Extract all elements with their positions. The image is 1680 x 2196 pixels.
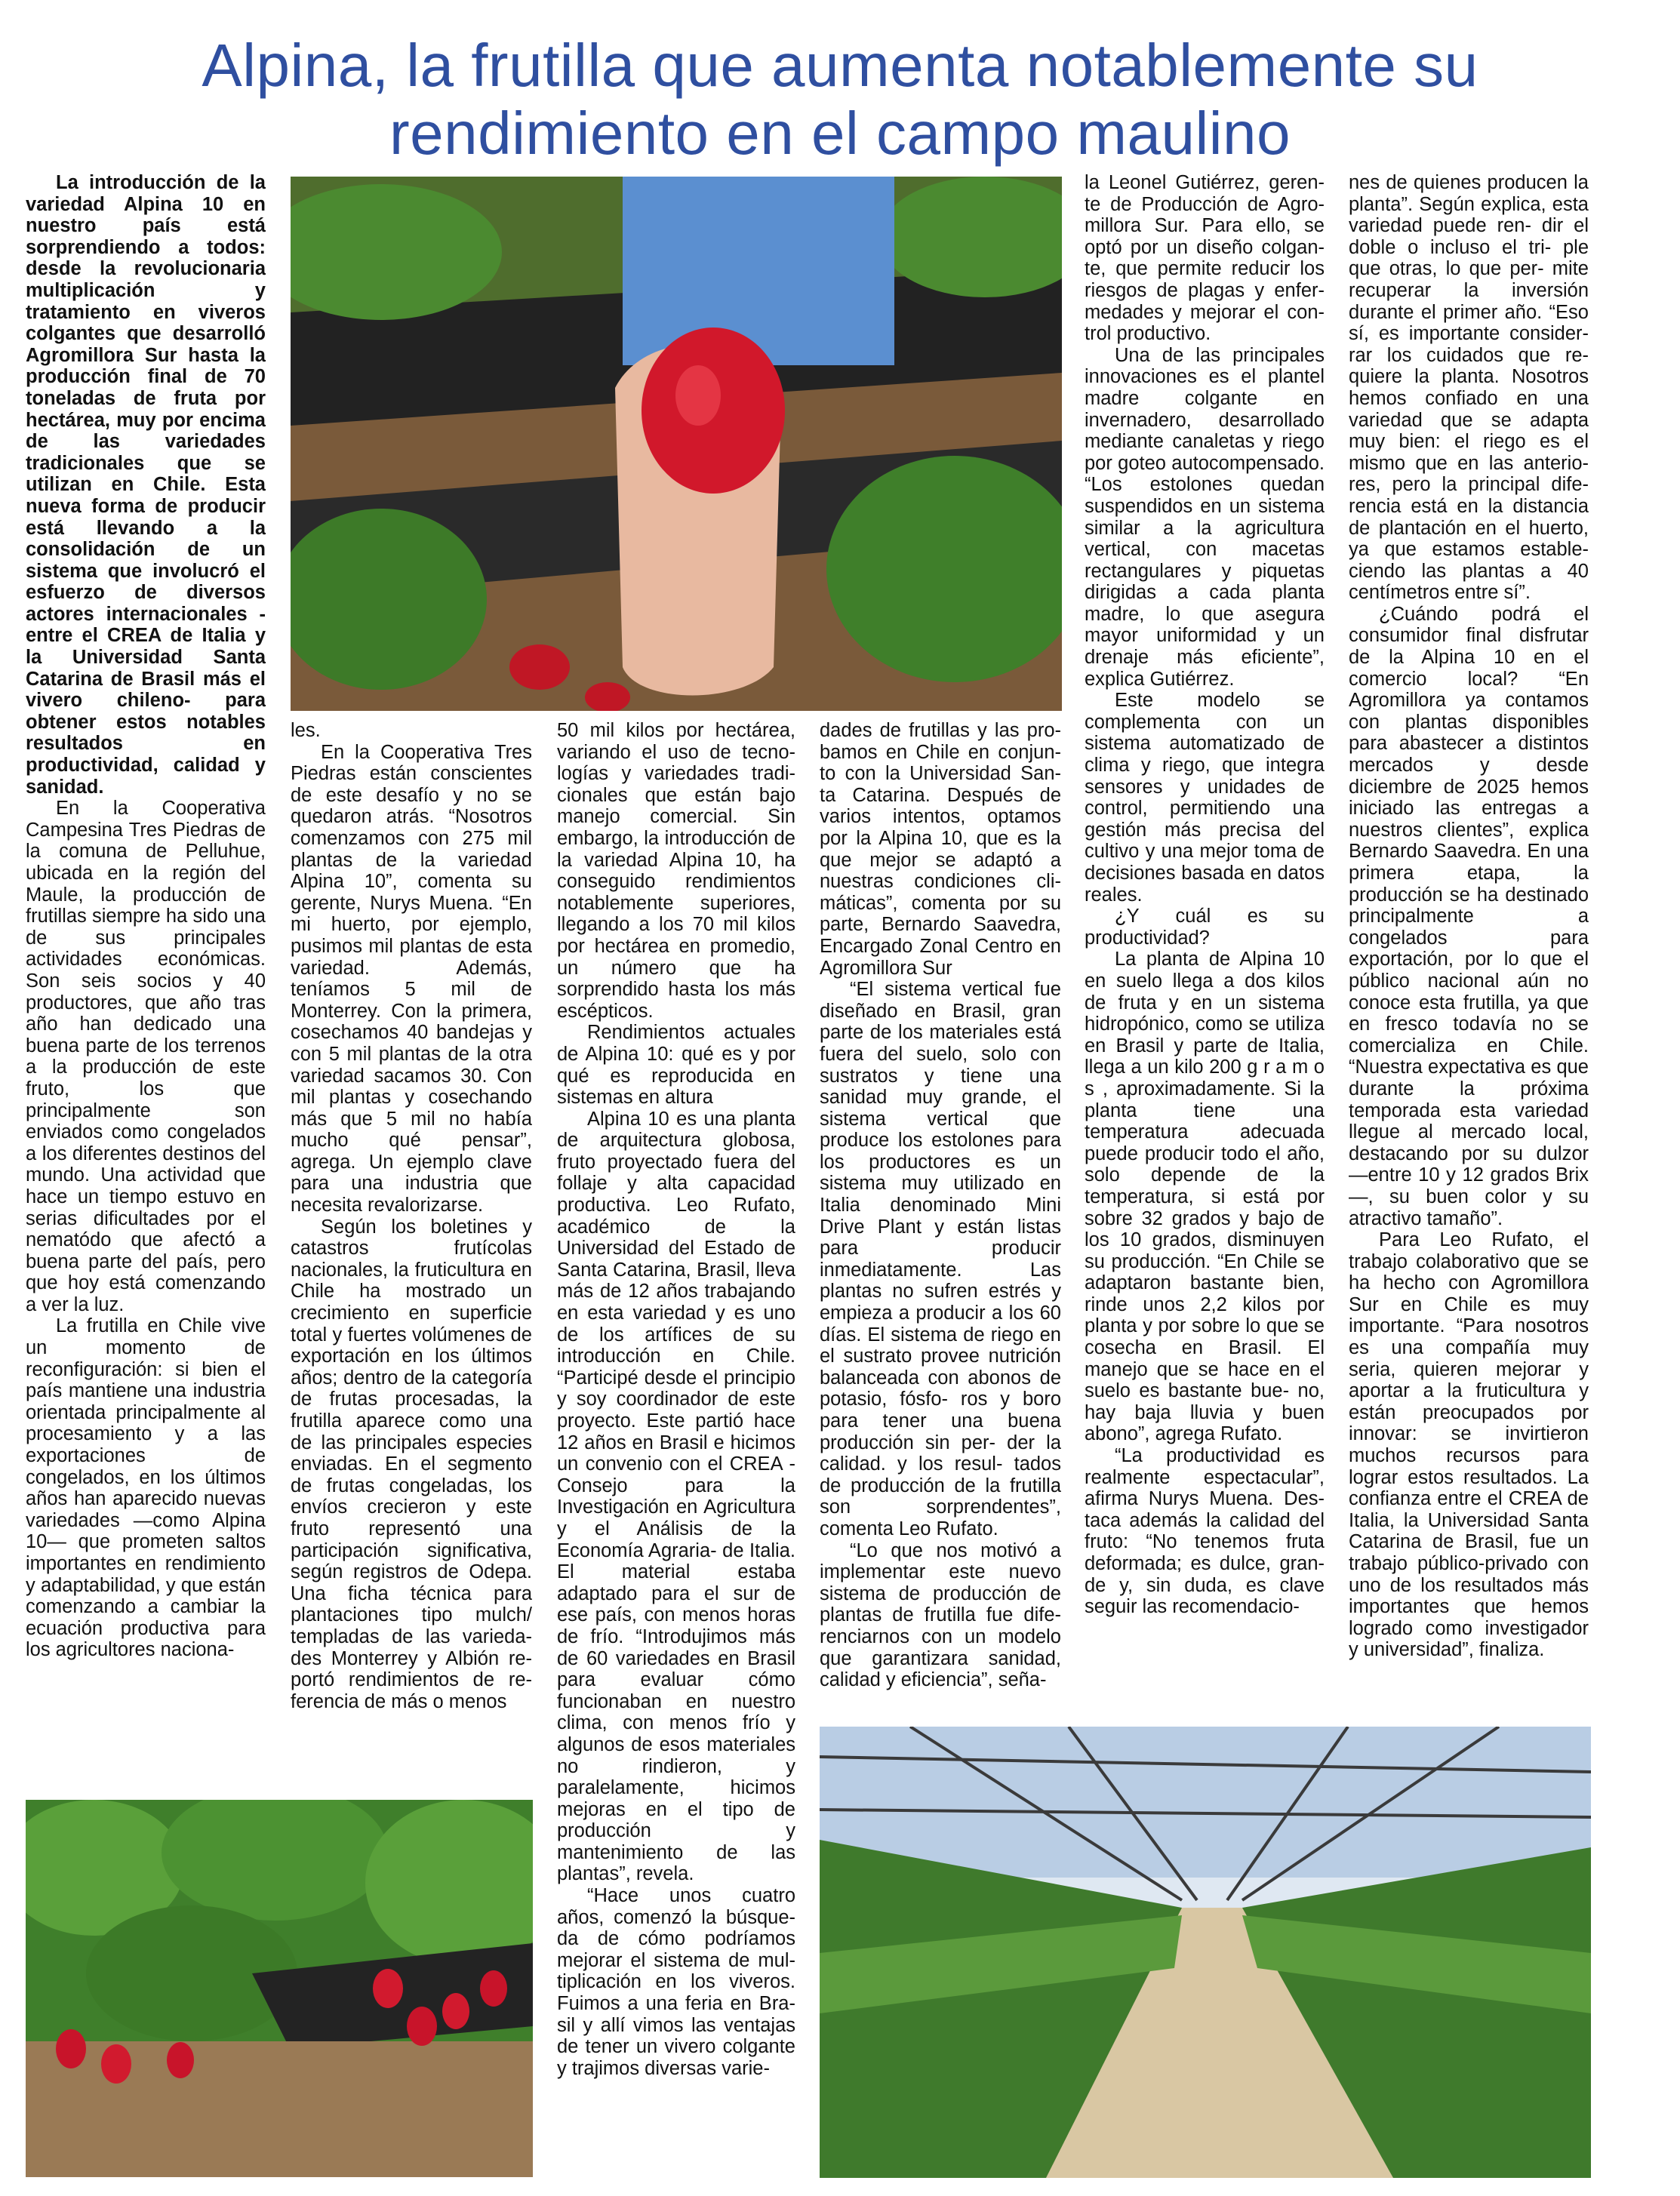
headline xyxy=(30,32,1650,168)
body-paragraph: Según los boletines y catastros frutícolas nacionales, la fruticultura en Chile ha mostrado un crecimiento en superficie total y fuertes volúmenes de exportación en los últimos años; dentro de la categoría de frutas procesadas, la frutilla aparece como una de las principales especies enviadas. En el segmento de frutas congeladas, los envíos crecieron y este fruto representó una participación significativa, según registros de Odepa. Una ficha técnica para plantaciones tipo mulch/ templadas de las varieda- des Monterrey y Albión re- portó rendimientos de re- ferencia de más o menos xyxy=(291,1216,532,1712)
body-paragraph: nes de quienes producen la planta”. Según explica, esta variedad puede ren- dir el doble o incluso el tri- ple que otras, lo que per- mite recuperar la inversión durante el primer año. “Eso sí, es importante consider- rar los cuidados que re- quiere la planta. Nosotros hemos confiado en una variedad que se adapta muy bien: el riego es el mismo que en las anterio- res, pero la principal dife- rencia está en la distancia de plantación en el huerto, ya que estamos estable- ciendo las plantas a 40 centímetros entre sí”. xyxy=(1349,172,1589,604)
photo-strawberry-plants xyxy=(26,1800,533,2177)
hand-strawberry-image xyxy=(291,177,1062,711)
body-paragraph: “Lo que nos motivó a implementar este nuevo sistema de producción de plantas de frutilla fue dife- renciarnos con un modelo que garantizara sanidad, calidad y eficiencia”, seña- xyxy=(820,1539,1061,1691)
column-2 xyxy=(291,720,532,1799)
body-paragraph: “El sistema vertical fue diseñado en Brasil, gran parte de los materiales está fuera del suelo, solo con sustratos y tiene una sanidad muy grande, el sistema vertical que produce los estolones para los productores es un sistema muy utilizado en Italia denominado Mini Drive Plant y están listas para producir inmediatamente. Las plantas no sufren estrés y empieza a producir a los 60 días. El sistema de riego en el sustrato provee nutrición balanceada con abonos de potasio, fósfo- ros y boro para tener una buena producción sin per- der la calidad. y los resul- tados de producción de la frutilla son sorprendentes”, comenta Leo Rufato. xyxy=(820,979,1061,1539)
headline-line-1: Alpina, la frutilla que aumenta notablemente su xyxy=(202,32,1478,99)
column-6 xyxy=(1349,172,1589,1712)
column-4 xyxy=(820,720,1061,1716)
body-paragraph: dades de frutillas y las pro- bamos en Chile en conjun- to con la Universidad San- ta Catarina. Después de varios intentos, optamos por la Alpina 10, que es la que mejor se adaptó a nuestras condiciones cli- máticas”, comenta por su parte, Bernardo Saavedra, Encargado Zonal Centro en Agromillora Sur xyxy=(820,720,1061,979)
body-paragraph: Alpina 10 es una planta de arquitectura globosa, fruto proyectado fuera del follaje y alta capacidad productiva. Leo Rufato, académico de la Universidad del Estado de Santa Catarina, Brasil, lleva más de 12 años trabajando en esta variedad y es uno de los artífices de su introducción en Chile. “Participé desde el principio y soy coordinador de este proyecto. Este partió hace 12 años en Brasil e hicimos un convenio con el CREA -Consejo para la Investigación en Agricultura y el Análisis de la Economía Agraria- de Italia. El material estaba adaptado para el sur de ese país, con menos horas de frío. “Introdujimos más de 60 variedades en Brasil para evaluar cómo funcionaban en nuestro clima, con menos frío y algunos de esos materiales no rindieron, y paralelamente, hicimos mejoras en el tipo de producción y mantenimiento de las plantas”, revela. xyxy=(557,1108,795,1885)
column-3 xyxy=(557,720,795,2180)
body-paragraph: “Hace unos cuatro años, comenzó la búsque- da de cómo podríamos mejorar el sistema de mul- tiplicación en los viveros. Fuimos a una feria en Bra- sil y allí vimos las ventajas de tener un vivero colgante y trajimos diversas varie- xyxy=(557,1885,795,2079)
body-paragraph: Para Leo Rufato, el trabajo colaborativo que se ha hecho con Agromillora Sur en Chile es muy importante. “Para nosotros es una compañía muy seria, quieren mejorar y aportar a la fruticultura y están preocupados por innovar: se invirtieron muchos recursos para lograr estos resultados. La confianza entre el CREA de Italia, la Universidad Santa Catarina de Brasil, fue un trabajo público-privado con uno de los resultados más importantes que hemos logrado como investigador y universidad”, finaliza. xyxy=(1349,1229,1589,1661)
body-paragraph: ¿Cuándo podrá el consumidor final disfrutar de la Alpina 10 en el comercio local? “En Agromillora ya contamos con plantas disponibles para abastecer a distintos mercados y desde diciembre de 2025 hemos iniciado las entregas a nuestros clientes”, explica Bernardo Saavedra. En una primera etapa, la producción se ha destinado principalmente a congelados para exportación, por lo que el público nacional aún no conoce esta frutilla, ya que en fresco todavía no se comercializa en Chile. “Nuestra expectativa es que durante la próxima temporada esta variedad llegue al mercado local, destacando por su dulzor —entre 10 y 12 grados Brix—, su buen color y su atractivo tamaño”. xyxy=(1349,603,1589,1229)
body-paragraph: Una de las principales innovaciones es el plantel madre colgante en invernadero, desarrollado mediante canaletas y riego por goteo autocompensado. “Los estolones quedan suspendidos en un sistema similar a la agricultura vertical, con macetas rectangulares y piquetas dirigidas a cada planta madre, lo que asegura mayor uniformidad y un drenaje más eficiente”, explica Gutiérrez. xyxy=(1085,344,1325,690)
body-paragraph: 50 mil kilos por hectárea, variando el uso de tecno- logías y variedades tradi- cionales que están bajo manejo comercial. Sin embargo, la introducción de la variedad Alpina 10, ha conseguido rendimientos notablemente superiores, llegando a los 70 mil kilos por hectárea en promedio, un número que ha sorprendido hasta los más escépticos. xyxy=(557,720,795,1022)
lead-paragraph: La introducción de la variedad Alpina 10 en nuestro país está sorprendiendo a todos: desde la revolucionaria multiplicación y tratamiento en viveros colgantes que desarrolló Agromillora Sur hasta la producción final de 70 toneladas de fruta por hectárea, muy por encima de las variedades tradicionales que se utilizan en Chile. Esta nueva forma de producir está llevando a la consolidación de un sistema que involucró el esfuerzo de diversos actores internacionales - entre el CREA de Italia y la Universidad Santa Catarina de Brasil más el vivero chileno- para obtener estos notables resultados en productividad, calidad y sanidad. xyxy=(26,172,266,798)
photo-hand-strawberry xyxy=(291,177,1062,711)
body-paragraph: En la Cooperativa Campesina Tres Piedras de la comuna de Pelluhue, ubicada en la región del Maule, la producción de frutillas siempre ha sido una de sus principales actividades económicas. Son seis socios y 40 productores, que año tras año han dedicado una buena parte de los terrenos a la producción de este fruto, los que principalmente son enviados como congelados a los diferentes destinos del mundo. Una actividad que hace un tiempo estuvo en serias dificultades por el nematódo que afectó a buena parte del país, pero que hoy está comenzando a ver la luz. xyxy=(26,798,266,1315)
body-paragraph: la Leonel Gutiérrez, geren- te de Producción de Agro- millora Sur. Para ello, se optó por un diseño colgan- te, que permite reducir los riesgos de plagas y enfer- medades y mejorar el con- trol productivo. xyxy=(1085,172,1325,345)
photo-greenhouse xyxy=(820,1727,1591,2178)
body-paragraph: En la Cooperativa Tres Piedras están conscientes de este desafío y no se quedaron atrás. “Nosotros comenzamos con 275 mil plantas de la variedad Alpina 10”, comenta su gerente, Nurys Muena. “En mi huerto, por ejemplo, pusimos mil plantas de esta variedad. Además, teníamos 5 mil de Monterrey. Con la primera, cosechamos 40 bandejas y con 5 mil plantas de la otra variedad sacamos 30. Con mil plantas y cosechando más que 5 mil no había mucho qué pensar”, agrega. Un ejemplo clave para una industria que necesita revalorizarse. xyxy=(291,741,532,1216)
body-paragraph: Este modelo se complementa con un sistema automatizado de clima y riego, que integra sensores y unidades de control, permitiendo una gestión más precisa del cultivo y una mejor toma de decisiones basada en datos reales. xyxy=(1085,690,1325,906)
strawberry-plants-image xyxy=(26,1800,533,2177)
body-paragraph: “La productividad es realmente espectacular”, afirma Nurys Muena. Des- taca además la calidad del fruto: “No tenemos fruta deformada; es dulce, gran- de y, sin duda, es clave seguir las recomendacio- xyxy=(1085,1445,1325,1618)
body-paragraph: La frutilla en Chile vive un momento de reconfiguración: si bien el país mantiene una industria orientada principalmente al procesamiento y a las exportaciones de congelados, en los últimos años han aparecido nuevas variedades —como Alpina 10— que prometen saltos importantes en rendimiento y adaptabilidad, y que están comenzando a cambiar la ecuación productiva para los agricultores naciona- xyxy=(26,1315,266,1661)
body-paragraph: les. xyxy=(291,720,321,741)
column-5 xyxy=(1085,172,1325,1712)
subheading: ¿Y cuál es su productividad? xyxy=(1085,906,1325,949)
column-1 xyxy=(26,172,266,1798)
headline-line-2: rendimiento en el campo maulino xyxy=(389,100,1291,167)
subheading: Rendimientos actuales de Alpina 10: qué es y por qué es reproducida en sistemas en altura xyxy=(557,1022,795,1109)
greenhouse-image xyxy=(820,1727,1591,2178)
body-paragraph: La planta de Alpina 10 en suelo llega a dos kilos de fruta y en un sistema hidropónico, como se utiliza en Brasil y parte de Italia, llega a un kilo 200 g r a m o s , aproximadamente. Si la planta tiene una temperatura adecuada puede producir todo el año, solo depende de la temperatura, si está por sobre 32 grados y bajo de los 10 grados, disminuyen su producción. “En Chile se adaptaron bastante bien, rinde unos 2,2 kilos por planta y por sobre lo que se cosecha en Brasil. El manejo que se hace en el suelo es bastante bue- no, hay baja lluvia y buen abono”, agrega Rufato. xyxy=(1085,949,1325,1445)
